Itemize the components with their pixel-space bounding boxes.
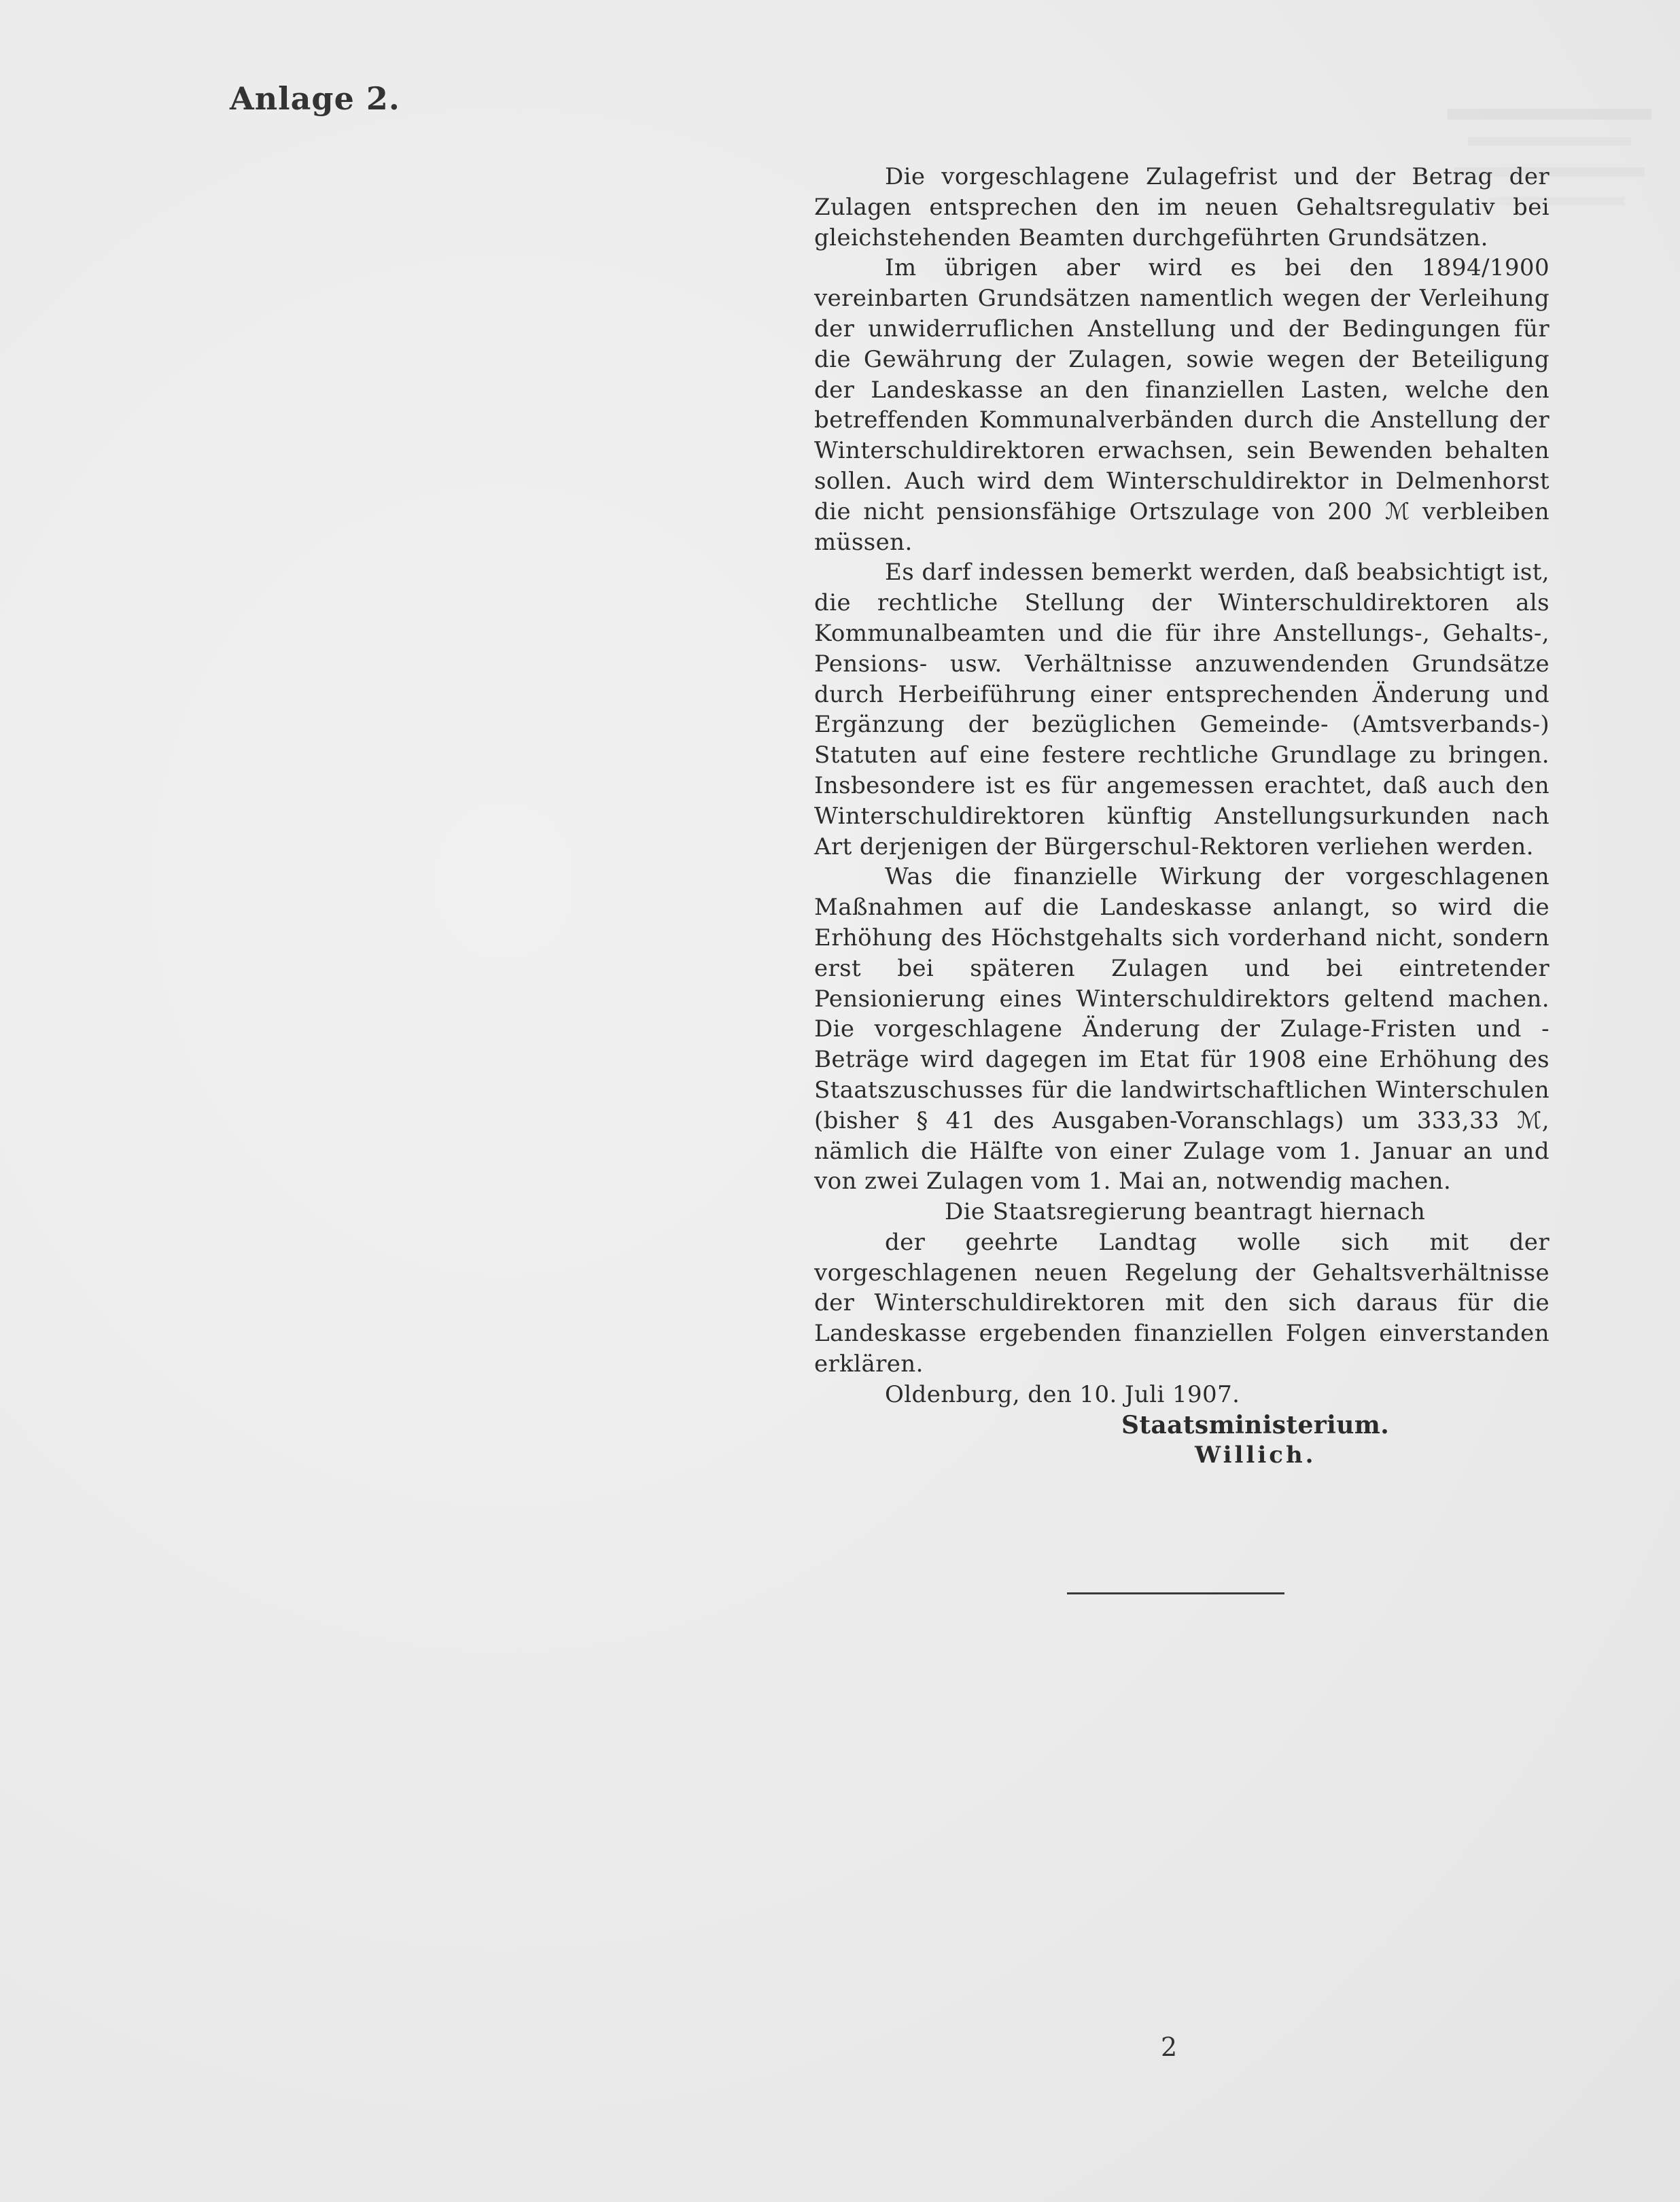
paragraph-allowance-terms: Die vorgeschlagene Zulagefrist und der Betrag der Zulagen entsprechen den im neuen Gehaltsregulativ bei gleichstehenden Beamten durchgeführten Grundsätzen. xyxy=(814,163,1550,251)
motion-intro: Die Staatsregierung beantragt hiernach xyxy=(945,1198,1426,1226)
paragraph-existing-principles: Im übrigen aber wird es bei den 1894/1900 vereinbarten Grundsätzen namentlich wegen der Verleihung der unwiderruflichen Anstellung und der Bedingungen für die Gewährung der Zulagen, sowie wegen der Beteiligung der Landeskasse an den finanziellen Lasten, welche den betreffenden Kommunalverbänden durch die Anstellung der Winterschuldirektoren erwachsen, sein Bewenden behalten sollen. Auch wird dem Winterschuldirektor in Delmenhorst die nicht pensionsfähige Ortszulage von 200 ℳ verbleiben müssen. xyxy=(814,254,1550,556)
main-text-column xyxy=(814,162,1550,1471)
date-line: Oldenburg, den 10. Juli 1907. xyxy=(885,1380,1240,1408)
closing-divider xyxy=(1067,1592,1284,1594)
page-number: 2 xyxy=(1161,2032,1178,2062)
annex-label: Anlage 2. xyxy=(230,80,400,117)
paragraph-legal-status: Es darf indessen bemerkt werden, daß beabsichtigt ist, die rechtliche Stellung der Winterschuldirektoren als Kommunalbeamten und die für ihre Anstellungs-, Gehalts-, Pensions- usw. Verhältnisse anzuwendenden Grundsätze durch Herbeiführung einer entsprechenden Änderung und Ergänzung der bezüglichen Gemeinde- (Amtsverbands-) Statuten auf eine festere rechtliche Grundlage zu bringen. Insbesondere ist es für angemessen erachtet, daß auch den Winterschuldirektoren künftig Anstellungsurkunden nach Art derjenigen der Bürgerschul-Rektoren verliehen werden. xyxy=(814,559,1550,860)
ministry-name: Staatsministerium. xyxy=(1121,1410,1390,1439)
motion-text: der geehrte Landtag wolle sich mit der vorgeschlagenen neuen Regelung der Gehaltsverhältnisse der Winterschuldirektoren mit den sich daraus für die Landeskasse ergebenden finanziellen Folgen einverstanden erklären. xyxy=(814,1228,1550,1378)
signature: Willich. xyxy=(1195,1441,1316,1469)
paragraph-financial-effect: Was die finanzielle Wirkung der vorgeschlagenen Maßnahmen auf die Landeskasse anlangt, so wird die Erhöhung des Höchstgehalts sich vorderhand nicht, sondern erst bei späteren Zulagen und bei eintretender Pensionierung eines Winterschuldirektors geltend machen. Die vorgeschlagene Änderung der Zulage-Fristen und -Beträge wird dagegen im Etat für 1908 eine Erhöhung des Staatszuschusses für die landwirtschaftlichen Winterschulen (bisher § 41 des Ausgaben-Voranschlags) um 333,33 ℳ, nämlich die Hälfte von einer Zulage vom 1. Januar an und von zwei Zulagen vom 1. Mai an, notwendig machen. xyxy=(814,863,1550,1195)
